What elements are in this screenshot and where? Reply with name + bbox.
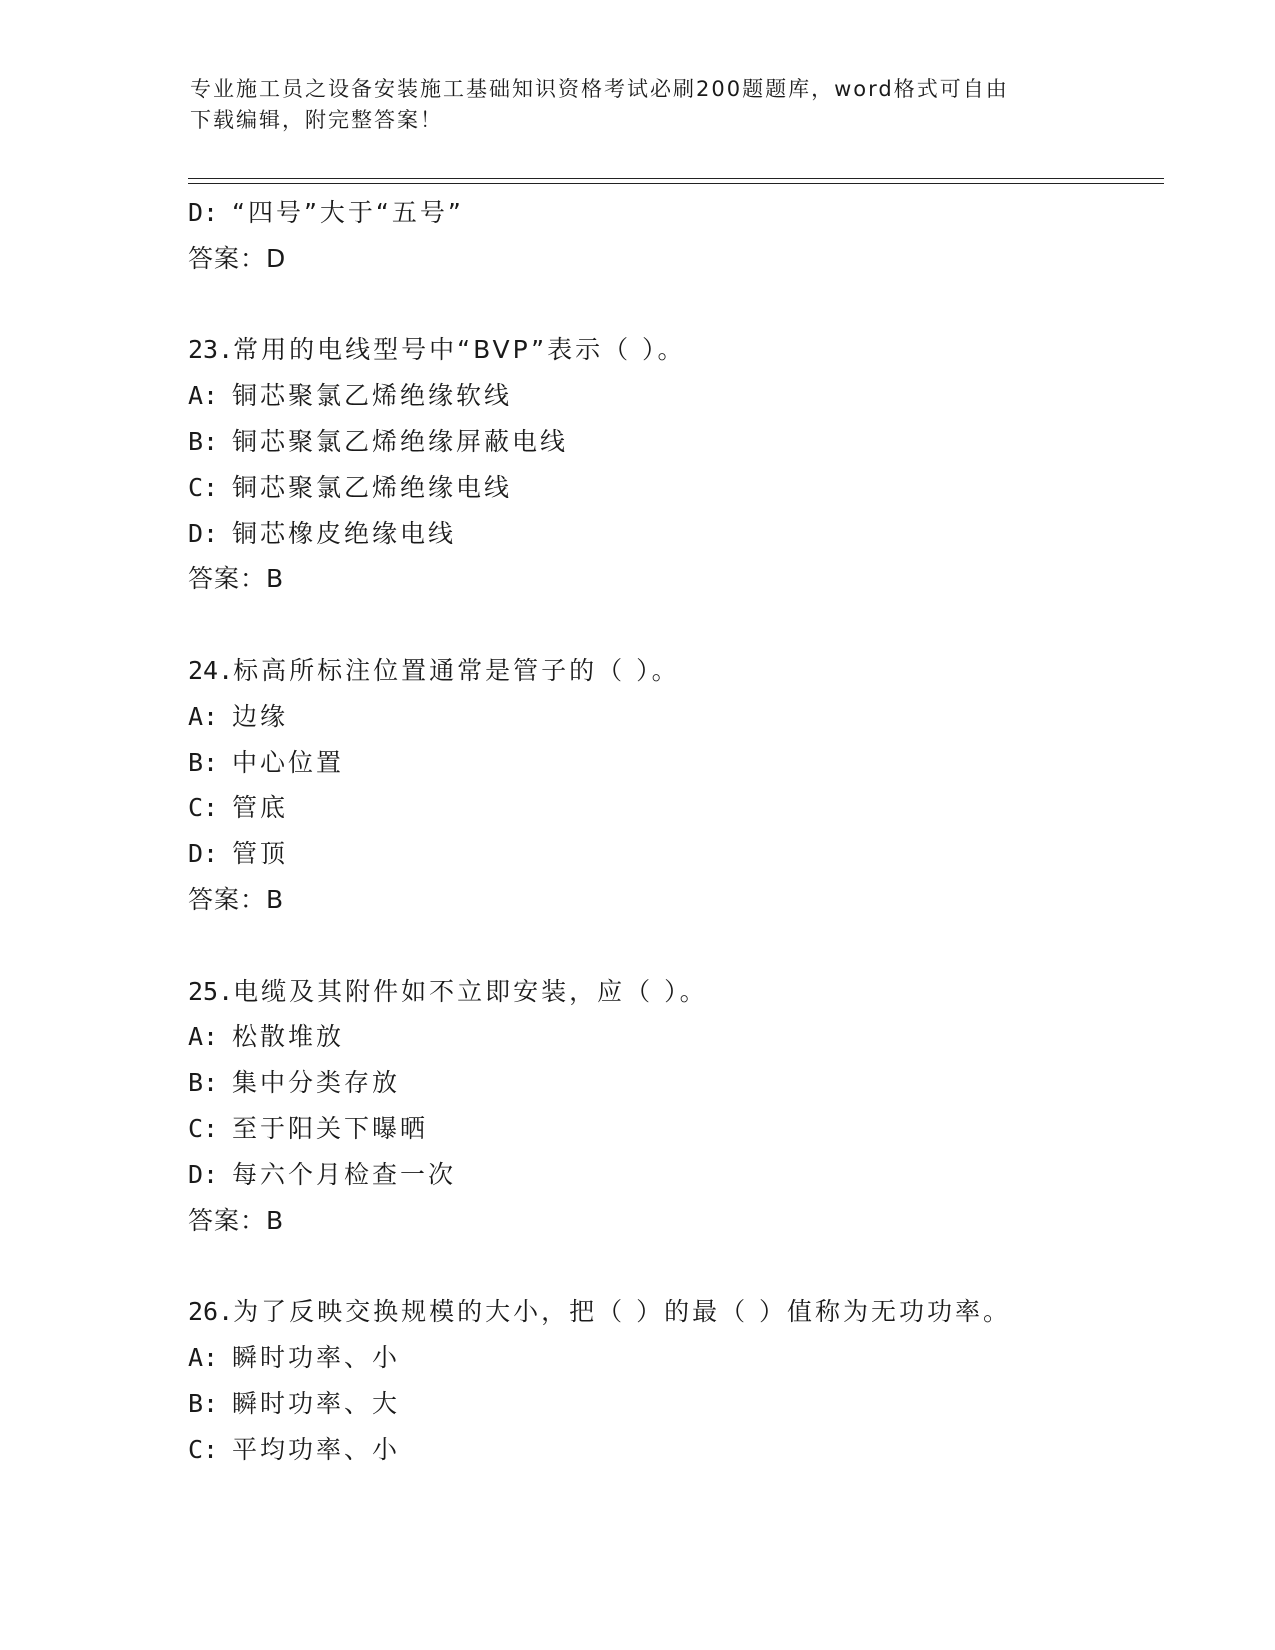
option-key: B: [188, 426, 219, 456]
answer: 答案：B [188, 1205, 285, 1235]
spacer [188, 1243, 1148, 1289]
spacer [188, 602, 1148, 648]
question-text: 电缆及其附件如不立即安装，应（ ）。 [233, 976, 708, 1006]
question-text: 为了反映交换规模的大小，把（ ）的最（ ）值称为无功功率。 [233, 1297, 1012, 1327]
option-key: B: [188, 1068, 219, 1098]
option-text: 瞬时功率、小 [232, 1342, 401, 1372]
option-text: 铜芯聚氯乙烯绝缘软线 [232, 381, 513, 411]
option-text: 铜芯聚氯乙烯绝缘电线 [232, 472, 513, 502]
option-key: B: [188, 1388, 219, 1418]
header-divider-bottom [188, 183, 1164, 184]
option-text: 瞬时功率、大 [232, 1388, 401, 1418]
option-c [188, 1106, 1148, 1152]
option-text: 平均功率、小 [232, 1434, 401, 1464]
option-key: C: [188, 1434, 219, 1464]
option-key: D: [188, 839, 219, 869]
question-block-26 [188, 1289, 1148, 1472]
answer: 答案：B [188, 564, 285, 594]
option-key: D: [188, 198, 219, 227]
option-b [188, 1381, 1148, 1427]
option-c [188, 465, 1148, 511]
option-key: A: [188, 1022, 219, 1052]
option-key: C: [188, 1113, 219, 1143]
question-number: 24. [188, 655, 234, 685]
option-text: 每六个月检查一次 [232, 1159, 457, 1189]
option-key: A: [188, 381, 219, 411]
option-text: 铜芯橡皮绝缘电线 [232, 518, 457, 548]
question-list [188, 190, 1148, 1472]
option-key: D: [188, 1159, 219, 1189]
option-a [188, 1335, 1148, 1381]
option-text: 中心位置 [232, 747, 345, 777]
question-text: 常用的电线型号中“BVP”表示（ ）。 [233, 335, 686, 365]
option-text: 管顶 [232, 839, 289, 869]
question-number: 25. [188, 976, 234, 1006]
option-key: B: [188, 747, 219, 777]
option-text: 集中分类存放 [232, 1068, 401, 1098]
question-number: 23. [188, 335, 234, 365]
spacer [188, 282, 1148, 328]
header-line-1: 专业施工员之设备安装施工基础知识资格考试必刷200题题库，word格式可自由 [190, 77, 1009, 101]
option-text: 铜芯聚氯乙烯绝缘屏蔽电线 [232, 426, 569, 456]
option-d [188, 831, 1148, 877]
option-key: C: [188, 472, 219, 502]
option-b [188, 1060, 1148, 1106]
option-text: 松散堆放 [232, 1022, 345, 1052]
option-key: A: [188, 701, 219, 731]
option-d [188, 1152, 1148, 1198]
option-text: “四号”大于“五号” [232, 198, 464, 227]
prev-answer: 答案：D [188, 243, 287, 273]
option-d [188, 511, 1148, 557]
option-text: 至于阳关下曝晒 [232, 1113, 429, 1143]
option-b [188, 419, 1148, 465]
question-block-25 [188, 969, 1148, 1244]
header-line-2: 下载编辑，附完整答案！ [190, 108, 443, 132]
option-text: 管底 [232, 793, 289, 823]
question-text: 标高所标注位置通常是管子的（ ）。 [233, 655, 680, 685]
option-key: C: [188, 793, 219, 823]
header-divider-top [188, 178, 1164, 179]
document-header [190, 74, 1090, 136]
question-stem [188, 327, 1148, 373]
option-b [188, 740, 1148, 786]
answer: 答案：B [188, 884, 285, 914]
question-stem [188, 1289, 1148, 1335]
question-number: 26. [188, 1297, 234, 1327]
option-a [188, 373, 1148, 419]
option-a [188, 1014, 1148, 1060]
option-a [188, 694, 1148, 740]
option-c [188, 1427, 1148, 1473]
question-block-23 [188, 327, 1148, 602]
option-c [188, 785, 1148, 831]
question-stem [188, 648, 1148, 694]
option-text: 边缘 [232, 701, 289, 731]
option-key: D: [188, 518, 219, 548]
question-block-24 [188, 648, 1148, 923]
prev-option-d [188, 190, 1148, 236]
option-key: A: [188, 1342, 219, 1372]
spacer [188, 923, 1148, 969]
question-stem [188, 969, 1148, 1015]
